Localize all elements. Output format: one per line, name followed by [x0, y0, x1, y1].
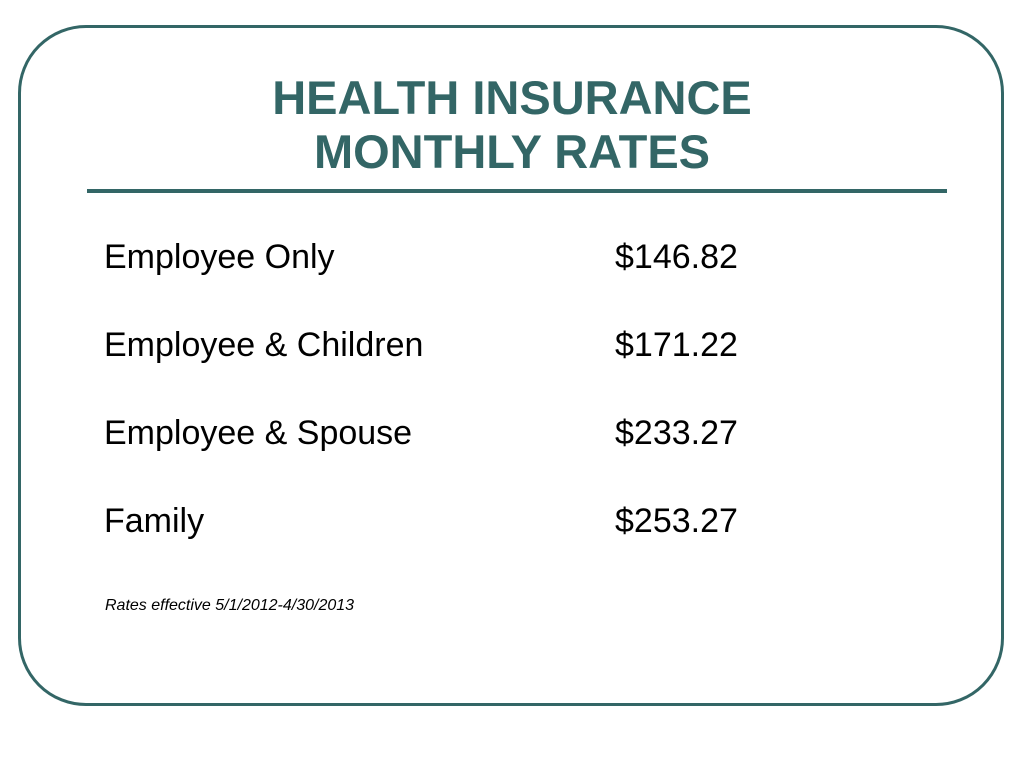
- rate-row-family: [104, 499, 804, 543]
- rate-value: $233.27: [615, 414, 738, 452]
- rate-value: $146.82: [615, 238, 738, 276]
- rates-effective-footnote: Rates effective 5/1/2012-4/30/2013: [105, 597, 355, 614]
- rate-row-employee-spouse: [104, 411, 804, 455]
- rate-label: Family: [104, 502, 205, 540]
- title-divider: [87, 189, 947, 193]
- rate-value: $253.27: [615, 502, 738, 540]
- rate-label: Employee & Spouse: [104, 414, 413, 452]
- rate-value: $171.22: [615, 326, 738, 364]
- slide-title-line-2: MONTHLY RATES: [313, 125, 711, 178]
- rate-label: Employee Only: [104, 238, 335, 276]
- slide-title-line-1: HEALTH INSURANCE: [272, 71, 752, 124]
- rate-label: Employee & Children: [104, 326, 424, 364]
- rate-row-employee-children: [104, 323, 804, 367]
- rate-row-employee-only: [104, 235, 804, 279]
